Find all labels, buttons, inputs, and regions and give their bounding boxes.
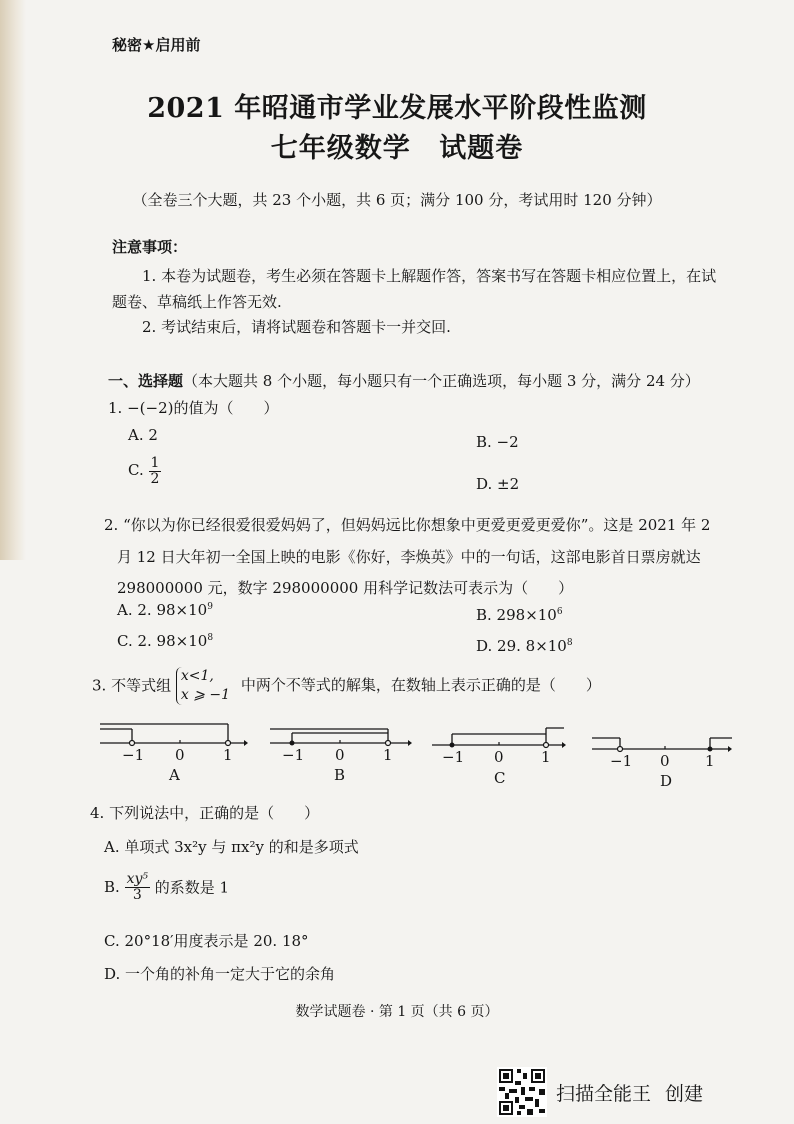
q2-option-b-exponent: 6 xyxy=(556,607,563,617)
q4-option-b-fraction xyxy=(125,872,150,902)
q1-option-c xyxy=(128,456,161,486)
exam-subtitle: 七年级数学 试题卷 xyxy=(270,133,524,164)
q2-option-d-exponent: 8 xyxy=(566,638,573,648)
q4-option-d: D. 一个角的补角一定大于它的余角 xyxy=(104,965,336,983)
q2-option-b-base: B. 298×10 xyxy=(476,606,557,624)
q2-line-1: 2. “你以为你已经很爱很爱妈妈了，但妈妈远比你想象中更爱更爱更爱你”。这是 2021 年 2 xyxy=(104,516,711,534)
scanner-watermark: 扫描全能王 创建 xyxy=(556,1083,704,1105)
q1-option-c-denominator: 2 xyxy=(150,470,160,487)
q4-option-a: A. 单项式 3x²y 与 πx²y 的和是多项式 xyxy=(104,838,359,856)
q3-prefix: 3. 不等式组 xyxy=(92,676,172,695)
q2-option-a-base: A. 2. 98×10 xyxy=(117,601,208,619)
q4-option-b xyxy=(104,872,229,902)
q1-stem: 1. −(−2)的值为（ ） xyxy=(108,399,279,417)
q4-stem: 4. 下列说法中，正确的是（ ） xyxy=(90,804,320,822)
q4-option-b-numerator: xy⁵ xyxy=(126,871,148,887)
number-line-c xyxy=(430,718,570,787)
number-line-a-tick-0: 0 xyxy=(175,746,185,764)
exam-title: 2021 年昭通市学业发展水平阶段性监测 xyxy=(147,93,647,124)
number-line-b-tick-1: 1 xyxy=(383,746,393,764)
number-line-a-label: A xyxy=(169,766,180,784)
number-line-d-tick-neg1: −1 xyxy=(610,752,633,770)
number-line-c-tick-0: 0 xyxy=(494,748,504,766)
number-line-d-tick-1: 1 xyxy=(705,752,715,770)
q1-option-c-prefix: C. xyxy=(128,461,144,480)
q1-option-d: D. ±2 xyxy=(476,475,520,493)
q3-inequality-system xyxy=(176,667,230,705)
q4-option-c: C. 20°18′用度表示是 20. 18° xyxy=(104,932,309,950)
q4-option-b-suffix: 的系数是 1 xyxy=(154,878,230,897)
number-line-a-tick-neg1: −1 xyxy=(122,746,145,764)
section-1-desc: （本大题共 8 个小题，每小题只有一个正确选项，每小题 3 分，满分 24 分） xyxy=(183,372,700,390)
q2-option-b xyxy=(476,606,563,624)
section-1-heading xyxy=(108,370,700,391)
number-line-d-label: D xyxy=(660,772,673,790)
q3-inequality-1: x<1, xyxy=(180,668,214,684)
section-1-title: 一、选择题 xyxy=(108,372,184,390)
q2-option-d-base: D. 29. 8×10 xyxy=(476,637,567,655)
number-line-a-tick-1: 1 xyxy=(223,746,233,764)
q1-option-c-numerator: 1 xyxy=(150,455,160,471)
q1-option-a: A. 2 xyxy=(128,426,158,444)
q2-option-c xyxy=(117,632,213,650)
q1-option-b: B. −2 xyxy=(476,433,519,451)
notice-item-2: 2. 考试结束后，请将试题卷和答题卡一并交回. xyxy=(142,318,451,336)
number-line-c-tick-neg1: −1 xyxy=(442,748,465,766)
notice-heading: 注意事项： xyxy=(112,238,188,256)
number-line-a xyxy=(98,718,248,784)
q2-option-c-exponent: 8 xyxy=(207,633,214,643)
page-edge-shadow xyxy=(0,0,26,560)
number-line-b xyxy=(268,718,418,784)
qr-code-icon xyxy=(497,1067,547,1117)
q3-stem xyxy=(92,667,601,705)
q2-option-a xyxy=(117,601,213,619)
notice-item-1-line-1: 1. 本卷为试题卷，考生必须在答题卡上解题作答，答案书写在答题卡相应位置上，在试 xyxy=(142,267,717,285)
number-line-b-tick-0: 0 xyxy=(335,746,345,764)
notice-item-1-line-2: 题卷、草稿纸上作答无效. xyxy=(112,293,282,311)
q3-suffix: 中两个不等式的解集，在数轴上表示正确的是（ ） xyxy=(240,676,601,695)
page-footer: 数学试题卷 · 第 1 页（共 6 页） xyxy=(295,1004,499,1020)
q2-line-3: 298000000 元，数字 298000000 用科学记数法可表示为（ ） xyxy=(117,579,574,597)
q1-option-c-fraction xyxy=(149,456,162,486)
number-line-c-label: C xyxy=(494,769,506,787)
q3-inequality-2: x ⩾ −1 xyxy=(180,686,231,703)
q2-option-d xyxy=(476,637,573,655)
number-line-c-tick-1: 1 xyxy=(541,748,551,766)
q4-option-b-denominator: 3 xyxy=(132,886,142,903)
q4-option-b-prefix: B. xyxy=(104,878,120,897)
q2-line-2: 月 12 日大年初一全国上映的电影《你好，李焕英》中的一句话，这部电影首日票房就达 xyxy=(117,548,701,566)
secret-mark: 秘密★启用前 xyxy=(112,36,201,54)
number-line-b-tick-neg1: −1 xyxy=(282,746,305,764)
exam-info: （全卷三个大题，共 23 个小题，共 6 页；满分 100 分，考试用时 120 分钟） xyxy=(132,191,662,209)
number-line-b-label: B xyxy=(334,766,346,784)
number-line-d-tick-0: 0 xyxy=(660,752,670,770)
q2-option-a-exponent: 9 xyxy=(207,602,213,612)
number-line-d xyxy=(590,718,736,790)
q2-option-c-base: C. 2. 98×10 xyxy=(117,632,208,650)
